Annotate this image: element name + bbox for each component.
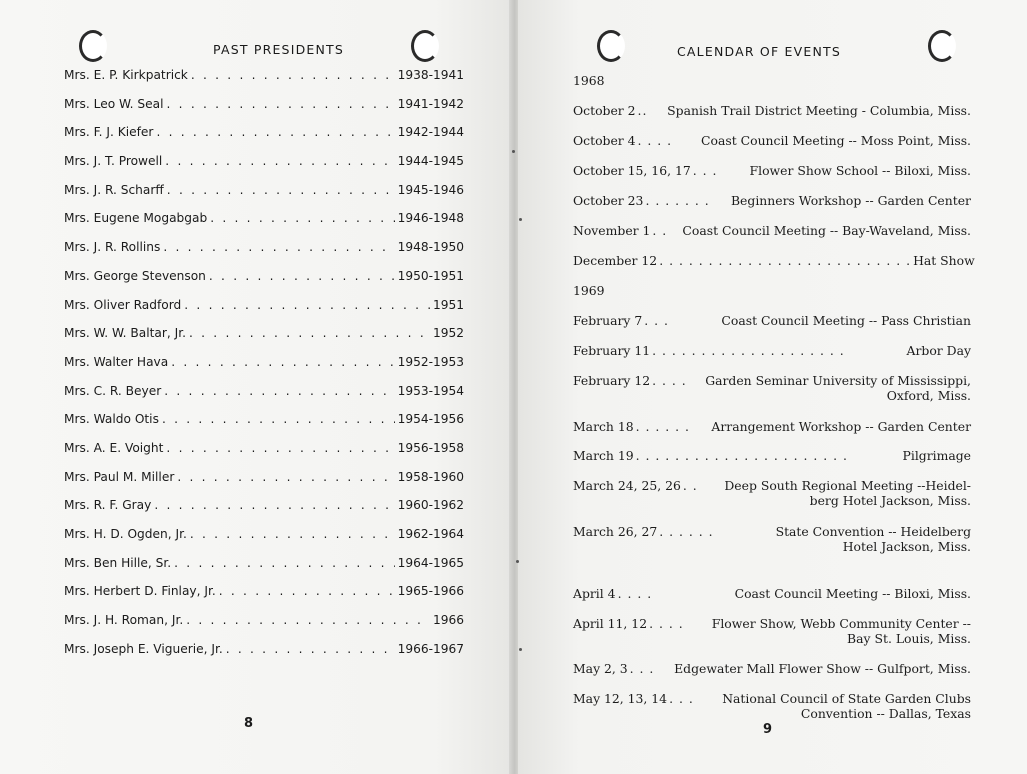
president-years: 1964-1965 [397, 555, 464, 570]
president-years: 1960-1962 [397, 498, 464, 513]
calendar-event [573, 586, 971, 601]
year-heading: 1968 [573, 73, 605, 88]
event-detail: Pilgrimage [902, 448, 971, 463]
event-separator: . . . . . . . . . . . . . . . . . . . . . . . . . . [659, 253, 912, 268]
president-name: Mrs. H. D. Ogden, Jr. [64, 527, 187, 541]
calendar-event [573, 448, 971, 463]
event-separator: . . . . . . [659, 524, 714, 539]
list-item [58, 384, 464, 413]
president-name: Mrs. Oliver Radford [64, 297, 182, 312]
president-name: Mrs. J. H. Roman, Jr. [64, 613, 184, 628]
calendar-event [573, 478, 971, 508]
calendar-event [573, 691, 971, 721]
list-item [58, 298, 464, 327]
year-heading: 1969 [573, 283, 605, 298]
list-item [58, 269, 464, 298]
list-item [58, 441, 464, 470]
president-years: 1953-1954 [397, 383, 464, 398]
calendar-event [573, 103, 971, 118]
president-years: 1951 [432, 297, 464, 312]
list-item [58, 556, 464, 585]
president-years: 1956-1958 [397, 440, 464, 455]
president-years: 1966 [432, 613, 464, 628]
event-detail-continued: Oxford, Miss. [886, 388, 971, 403]
event-date: October 2 [573, 103, 636, 118]
list-item [58, 240, 464, 269]
event-detail: Coast Council Meeting -- Bay-Waveland, Miss. [682, 223, 971, 238]
paper-speck [519, 218, 522, 221]
president-years: 1944-1945 [397, 154, 464, 169]
president-years: 1942-1944 [397, 125, 464, 140]
punch-hole-icon [79, 30, 107, 62]
president-name: Mrs. J. R. Scharff [64, 182, 164, 197]
event-date: April 4 [573, 586, 616, 601]
president-name: Mrs. Paul M. Miller [64, 469, 175, 484]
event-date: May 2, 3 [573, 661, 628, 676]
president-years: 1958-1960 [397, 469, 464, 484]
event-separator: . . . . [617, 586, 653, 601]
event-detail-continued: Bay St. Louis, Miss. [847, 631, 971, 646]
event-separator: . . . . . . . [645, 193, 710, 208]
president-name: Mrs. Eugene Mogabgab [64, 211, 208, 226]
calendar-event [573, 524, 971, 554]
president-name: Mrs. Walter Hava [64, 354, 169, 369]
president-name: Mrs. C. R. Beyer [64, 383, 162, 398]
event-date: February 12 [573, 373, 651, 388]
list-item [58, 97, 464, 126]
calendar-event [573, 253, 975, 268]
event-detail: National Council of State Garden Clubs [722, 691, 971, 706]
event-date: April 11, 12 [573, 616, 648, 631]
president-years: 1945-1946 [397, 182, 464, 197]
event-date: October 15, 16, 17 [573, 163, 691, 178]
event-separator: . . [682, 478, 698, 493]
event-date: February 11 [573, 343, 651, 358]
event-separator: .. [637, 103, 648, 118]
event-separator: . . . . . . [635, 419, 690, 434]
event-separator: . . . [692, 163, 718, 178]
event-date: December 12 [573, 253, 658, 268]
past-presidents-list [58, 68, 464, 670]
event-detail: Beginners Workshop -- Garden Center [730, 193, 971, 208]
paper-speck [519, 648, 522, 651]
calendar-event [573, 419, 971, 434]
president-name: Mrs. George Stevenson [64, 268, 206, 283]
event-date: March 26, 27 [573, 524, 658, 539]
event-date: February 7 [573, 313, 643, 328]
president-name: Mrs. Waldo Otis [64, 412, 159, 427]
event-separator: . . . [629, 661, 655, 676]
president-years: 1952 [432, 326, 464, 341]
event-date: March 24, 25, 26 [573, 478, 681, 493]
list-item [58, 642, 464, 671]
president-name: Mrs. J. R. Rollins [64, 240, 161, 255]
page-title: PAST PRESIDENTS [213, 42, 345, 57]
paper-speck [512, 150, 515, 153]
event-detail: Deep South Regional Meeting --Heidel- [724, 478, 971, 493]
event-separator: . . . . [652, 373, 687, 388]
event-date: November 1 [573, 223, 651, 238]
list-item [58, 527, 464, 556]
event-detail-continued: Hotel Jackson, Miss. [842, 539, 971, 554]
calendar-event [573, 163, 971, 178]
president-name: Mrs. F. J. Kiefer [64, 125, 154, 140]
president-years: 1954-1956 [397, 412, 464, 427]
president-years: 1938-1941 [397, 68, 464, 82]
list-item [58, 183, 464, 212]
paper-speck [516, 560, 519, 563]
event-detail-continued: berg Hotel Jackson, Miss. [809, 493, 971, 508]
event-date: March 18 [573, 419, 634, 434]
event-separator: . . . . [637, 133, 673, 148]
president-years: 1962-1964 [397, 527, 464, 541]
event-detail: Garden Seminar University of Mississippi, [705, 373, 971, 388]
event-detail-continued: Convention -- Dallas, Texas [800, 706, 971, 721]
event-detail: Spanish Trail District Meeting - Columbia, Miss. [667, 103, 971, 118]
event-separator: . . . . . . . . . . . . . . . . . . . . [652, 343, 845, 358]
list-item [58, 211, 464, 240]
list-item [58, 68, 464, 97]
event-detail: Flower Show School -- Biloxi, Miss. [749, 163, 971, 178]
punch-hole-icon [597, 30, 625, 62]
president-years: 1950-1951 [397, 268, 464, 283]
list-item [58, 470, 464, 499]
event-separator: . . . . [649, 616, 684, 631]
punch-hole-icon [928, 30, 956, 62]
calendar-event [573, 616, 971, 646]
list-item [58, 613, 464, 642]
president-name: Mrs. Ben Hille, Sr. [64, 555, 172, 570]
president-name: Mrs. Joseph E. Viguerie, Jr. [64, 641, 223, 656]
list-item [58, 412, 464, 441]
page-number: 8 [244, 716, 254, 731]
president-name: Mrs. Leo W. Seal [64, 96, 164, 111]
event-separator: . . . . . . . . . . . . . . . . . . . . . . [635, 448, 848, 463]
event-date: May 12, 13, 14 [573, 691, 668, 706]
event-detail: State Convention -- Heidelberg [775, 524, 971, 539]
calendar-event [573, 313, 971, 328]
event-detail: Flower Show, Webb Community Center -- [711, 616, 971, 631]
list-item [58, 498, 464, 527]
list-item [58, 355, 464, 384]
event-date: October 23 [573, 193, 644, 208]
event-separator: . . [652, 223, 668, 238]
president-years: 1948-1950 [397, 240, 464, 255]
event-date: October 4 [573, 133, 636, 148]
president-years: 1941-1942 [397, 96, 464, 111]
event-detail: Coast Council Meeting -- Pass Christian [721, 313, 971, 328]
punch-hole-icon [411, 30, 439, 62]
list-item [58, 154, 464, 183]
event-detail: Coast Council Meeting -- Moss Point, Miss. [701, 133, 971, 148]
event-date: March 19 [573, 448, 634, 463]
event-detail: Hat Show [913, 253, 975, 268]
calendar-event [573, 661, 971, 676]
event-detail: Arrangement Workshop -- Garden Center [711, 419, 971, 434]
president-name: Mrs. Herbert D. Finlay, Jr. [64, 584, 216, 599]
president-name: Mrs. W. W. Baltar, Jr. [64, 326, 187, 341]
president-name: Mrs. A. E. Voight [64, 440, 164, 455]
president-name: Mrs. J. T. Prowell [64, 154, 163, 169]
president-years: 1946-1948 [397, 211, 464, 226]
calendar-event [573, 343, 971, 358]
president-name: Mrs. E. P. Kirkpatrick [64, 68, 188, 82]
list-item [58, 125, 464, 154]
calendar-event [573, 373, 971, 403]
page-title: CALENDAR OF EVENTS [677, 44, 841, 59]
list-item [58, 584, 464, 613]
calendar-event [573, 133, 971, 148]
event-separator: . . . [644, 313, 669, 328]
event-detail: Arbor Day [906, 343, 971, 358]
calendar-event [573, 193, 971, 208]
event-detail: Coast Council Meeting -- Biloxi, Miss. [734, 586, 971, 601]
calendar-event [573, 223, 971, 238]
president-years: 1965-1966 [397, 584, 464, 599]
event-separator: . . . [669, 691, 694, 706]
event-detail: Edgewater Mall Flower Show -- Gulfport, Miss. [674, 661, 971, 676]
president-years: 1952-1953 [397, 354, 464, 369]
page-number: 9 [763, 722, 773, 737]
list-item [58, 326, 464, 355]
president-name: Mrs. R. F. Gray [64, 498, 152, 513]
president-years: 1966-1967 [397, 641, 464, 656]
